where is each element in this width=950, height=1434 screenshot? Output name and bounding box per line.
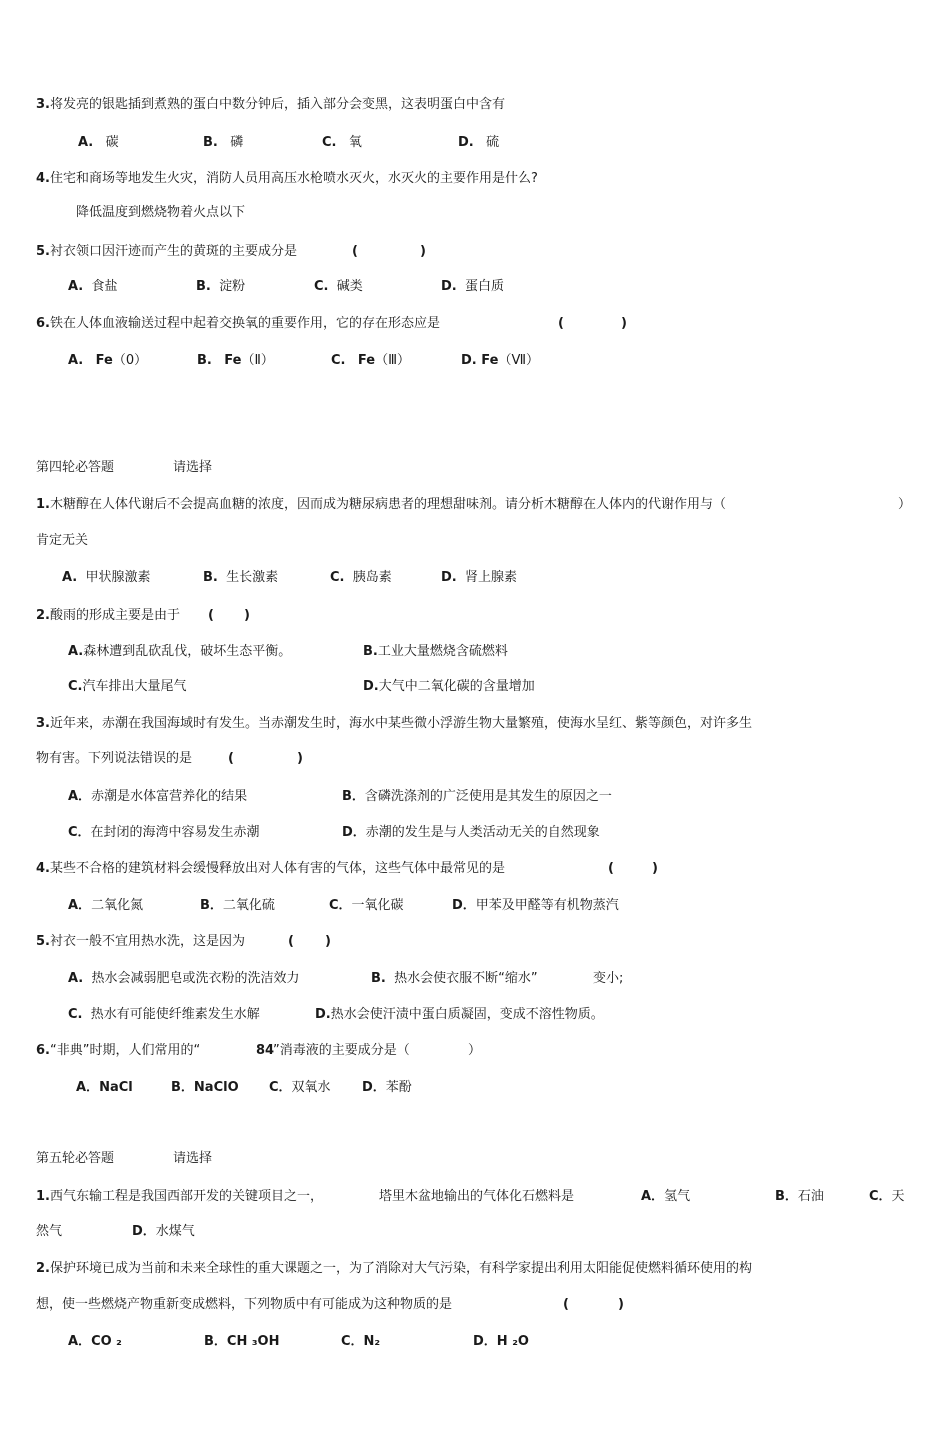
option-c: C. Fe（Ⅲ）	[331, 353, 411, 368]
option-c: C.汽车排出大量尾气	[68, 679, 187, 694]
option-d: D. 蛋白质	[441, 279, 505, 294]
option-d: D．甲苯及甲醛等有机物蒸汽	[452, 898, 619, 913]
option-b: B．石油	[775, 1189, 824, 1204]
option-d: D．水煤气	[132, 1224, 195, 1239]
option-c: C. 热水有可能使纤维素发生水解	[68, 1007, 260, 1022]
option-a: A．CO ₂	[68, 1334, 122, 1349]
question-stem: 4.住宅和商场等地发生火灾，消防人员用高压水枪喷水灭火，水灭火的主要作用是什么?	[36, 171, 538, 186]
paren-right: )	[244, 608, 250, 623]
paren-right: )	[420, 244, 426, 259]
paren-left: (	[228, 751, 234, 766]
paren-left: (	[208, 608, 214, 623]
paren-right: )	[652, 861, 658, 876]
question-stem: 2.酸雨的形成主要是由于	[36, 608, 180, 623]
option-b: B. Fe（Ⅱ）	[197, 353, 274, 368]
option-c: C．在封闭的海湾中容易发生赤潮	[68, 825, 260, 840]
option-a: A．二氧化氮	[68, 898, 144, 913]
question-stem: 1.西气东输工程是我国西部开发的关键项目之一，	[36, 1189, 323, 1204]
question-stem: 4.某些不合格的建筑材料会缓慢释放出对人体有害的气体，这些气体中最常见的是	[36, 861, 505, 876]
question-stem: 3.近年来，赤潮在我国海域时有发生。当赤潮发生时，海水中某些微小浮游生物大量繁殖，使海水呈红、紫等颜色，对许多生	[36, 716, 752, 731]
option-d: D.热水会使汗渍中蛋白质凝固，变成不溶性物质。	[315, 1007, 604, 1022]
paren-left: (	[608, 861, 614, 876]
question-stem: 5.衬衣领口因汗迹而产生的黄斑的主要成分是	[36, 244, 297, 259]
section-subtitle: 请选择	[173, 1151, 213, 1166]
option-a: A．氢气	[641, 1189, 691, 1204]
question-continuation: 物有害。下列说法错误的是	[36, 751, 193, 766]
option-a: A. Fe（0）	[68, 353, 148, 368]
option-d: D．H ₂O	[473, 1334, 529, 1349]
answer-text: 降低温度到燃烧物着火点以下	[76, 205, 246, 220]
option-b: B. 热水会使衣服不断“缩水”	[371, 971, 538, 986]
option-d: D．苯酚	[362, 1080, 412, 1095]
section-title: 第四轮必答题	[36, 460, 115, 475]
section-title: 第五轮必答题	[36, 1151, 115, 1166]
paren-right: )	[297, 751, 303, 766]
paren-right: ）	[468, 1043, 482, 1058]
option-a: A.森林遭到乱砍乱伐，破坏生态平衡。	[68, 644, 292, 659]
paren-left: (	[352, 244, 358, 259]
option-b: B. 磷	[203, 135, 244, 150]
option-a: A. 热水会减弱肥皂或洗衣粉的洗洁效力	[68, 971, 300, 986]
option-d: D．赤潮的发生是与人类活动无关的自然现象	[342, 825, 600, 840]
option-a: A. 食盐	[68, 279, 118, 294]
option-d: D.大气中二氧化碳的含量增加	[363, 679, 535, 694]
section-subtitle: 请选择	[173, 460, 213, 475]
question-continuation: 想，使一些燃烧产物重新变成燃料，下列物质中有可能成为这种物质的是	[36, 1297, 453, 1312]
question-continuation: 肯定无关	[36, 533, 89, 548]
paren-left: (	[563, 1297, 569, 1312]
option-c: C. 碱类	[314, 279, 363, 294]
option-a: A. 甲状腺激素	[62, 570, 151, 585]
option-c: C．N₂	[341, 1334, 381, 1349]
number-84: 84	[256, 1043, 275, 1058]
paren-left: (	[558, 316, 564, 331]
option-c: C．一氧化碳	[329, 898, 404, 913]
paren-right: ）	[898, 497, 912, 512]
question-stem-tail: ”消毒液的主要成分是（	[273, 1043, 410, 1058]
option-b: B．二氧化硫	[200, 898, 275, 913]
option-b-tail: 变小;	[593, 971, 624, 986]
paren-right: )	[621, 316, 627, 331]
option-b: B.工业大量燃烧含硫燃料	[363, 644, 508, 659]
option-c: C．天	[869, 1189, 905, 1204]
paren-right: )	[325, 934, 331, 949]
question-stem: 5.衬衣一般不宜用热水洗，这是因为	[36, 934, 245, 949]
question-stem: 2.保护环境已成为当前和未来全球性的重大课题之一，为了消除对大气污染，有科学家提出利用太阳能促使燃料循环使用的构	[36, 1261, 752, 1276]
option-c: C. 胰岛素	[330, 570, 392, 585]
option-d: D. 肾上腺素	[441, 570, 518, 585]
question-stem: 1.木糖醇在人体代谢后不会提高血糖的浓度，因而成为糖尿病患者的理想甜味剂。请分析木糖醇在人体内的代谢作用与（	[36, 497, 726, 512]
option-b: B．含磷洗涤剂的广泛使用是其发生的原因之一	[342, 789, 612, 804]
option-b: B．CH ₃OH	[204, 1334, 280, 1349]
question-stem: 6.铁在人体血液输送过程中起着交换氧的重要作用，它的存在形态应是	[36, 316, 440, 331]
option-b: B．NaClO	[171, 1080, 239, 1095]
option-a: A. 碳	[78, 135, 119, 150]
option-b: B. 淀粉	[196, 279, 246, 294]
option-b: B. 生长激素	[203, 570, 279, 585]
option-d: D. 硫	[458, 135, 500, 150]
question-stem-tail: 塔里木盆地输出的气体化石燃料是	[379, 1189, 575, 1204]
question-stem: 3.将发亮的银匙插到煮熟的蛋白中数分钟后，插入部分会变黑，这表明蛋白中含有	[36, 97, 505, 112]
question-stem: 6.“非典”时期，人们常用的“	[36, 1043, 201, 1058]
option-d: D. Fe（Ⅶ）	[461, 353, 539, 368]
option-c: C．双氧水	[269, 1080, 331, 1095]
option-c: C. 氧	[322, 135, 362, 150]
option-a: A．赤潮是水体富营养化的结果	[68, 789, 248, 804]
paren-right: )	[618, 1297, 624, 1312]
option-a: A．NaCl	[76, 1080, 133, 1095]
paren-left: (	[288, 934, 294, 949]
option-c-continuation: 然气	[36, 1224, 63, 1239]
